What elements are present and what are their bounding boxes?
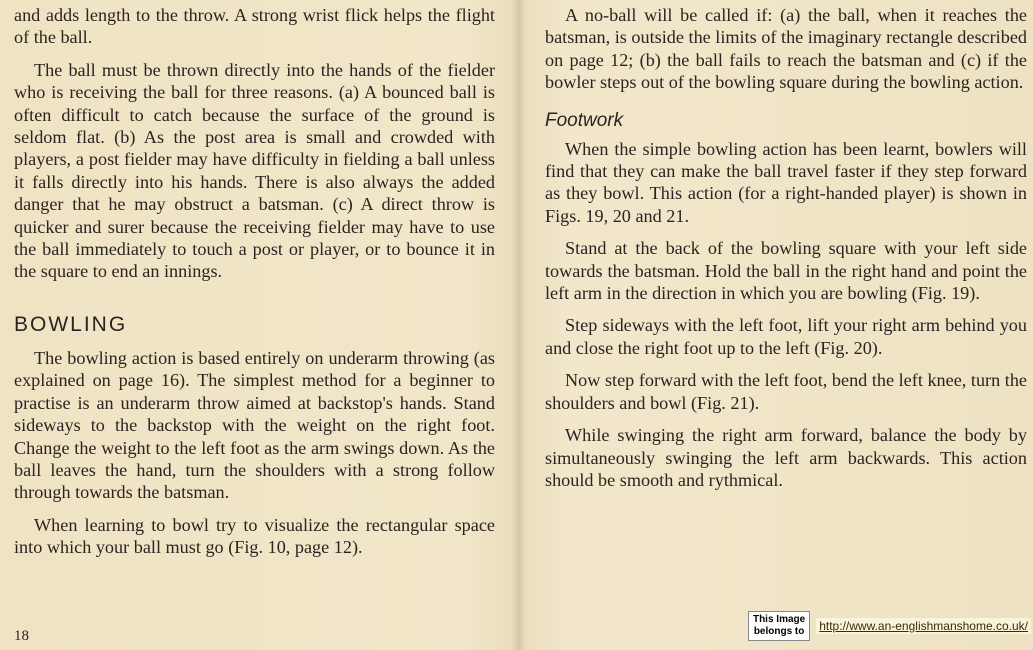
right-paragraph-6: While swinging the right arm forward, balance the body by simultaneously swinging the left arm backwards. This action should be smooth and rythmical. bbox=[545, 425, 1027, 490]
left-paragraph-4: When learning to bowl try to visualize the rectangular space into which your ball must go (Fig. 10, page 12). bbox=[14, 514, 495, 558]
watermark-url-link[interactable]: http://www.an-englishmanshome.co.uk/ bbox=[816, 618, 1031, 634]
watermark-label bbox=[748, 611, 810, 641]
watermark-label-line-1: This Image bbox=[752, 614, 806, 625]
bowling-heading: BOWLING bbox=[14, 312, 128, 336]
right-paragraph-2: When the simple bowling action has been learnt, bowlers will find that they can make the ball travel faster if they step forward as they bowl. This action (for a right-handed player) is shown in Figs. 19, 20 and 21. bbox=[545, 138, 1027, 226]
left-page-column bbox=[14, 4, 495, 569]
right-paragraph-3: Stand at the back of the bowling square with your left side towards the batsman. Hold the ball in the right hand and point the left arm in the direction in which you are bowling (Fig. 19). bbox=[545, 238, 1027, 304]
right-paragraph-1: A no-ball will be called if: (a) the ball, when it reaches the batsman, is outside the limits of the imaginary rectangle described on page 12; (b) the ball fails to reach the batsman and (c) if the bowler steps out of the bowling square during the bowling action. bbox=[545, 5, 1027, 93]
page-number: 18 bbox=[14, 628, 29, 644]
right-paragraph-5: Now step forward with the left foot, bend the left knee, turn the shoulders and bowl (Fig. 21). bbox=[545, 370, 1027, 413]
watermark bbox=[748, 611, 1031, 641]
watermark-label-line-2: belongs to bbox=[753, 626, 805, 637]
right-paragraph-4: Step sideways with the left foot, lift your right arm behind you and close the right foot up to the left (Fig. 20). bbox=[545, 315, 1027, 358]
right-page-column bbox=[545, 4, 1027, 501]
footwork-heading: Footwork bbox=[545, 109, 624, 131]
page-fold bbox=[512, 0, 526, 650]
left-paragraph-2: The ball must be thrown directly into the hands of the fielder who is receiving the ball for three reasons. (a) A bounced ball is often difficult to catch because the surface of the ground is seldom flat. (b) As the post area is small and crowded with players, a post fielder may have difficulty in fielding a ball unless it falls directly into his hands. There is also always the added danger that he may obstruct a batsman. (c) A direct throw is quicker and surer because the receiving fielder may have to use the ball immediately to touch a post or player, or to bounce it in the square to end an innings. bbox=[14, 59, 495, 282]
left-paragraph-3: The bowling action is based entirely on underarm throwing (as explained on page 16). The simplest method for a beginner to practise is an underarm throw aimed at backstop's hands. Stand sideways to the backstop with the weight on the right foot. Change the weight to the left foot as the arm swings down. As the ball leaves the hand, turn the shoulders with a strong follow through towards the batsman. bbox=[14, 347, 495, 503]
left-paragraph-1: and adds length to the throw. A strong wrist flick helps the flight of the ball. bbox=[14, 5, 495, 48]
